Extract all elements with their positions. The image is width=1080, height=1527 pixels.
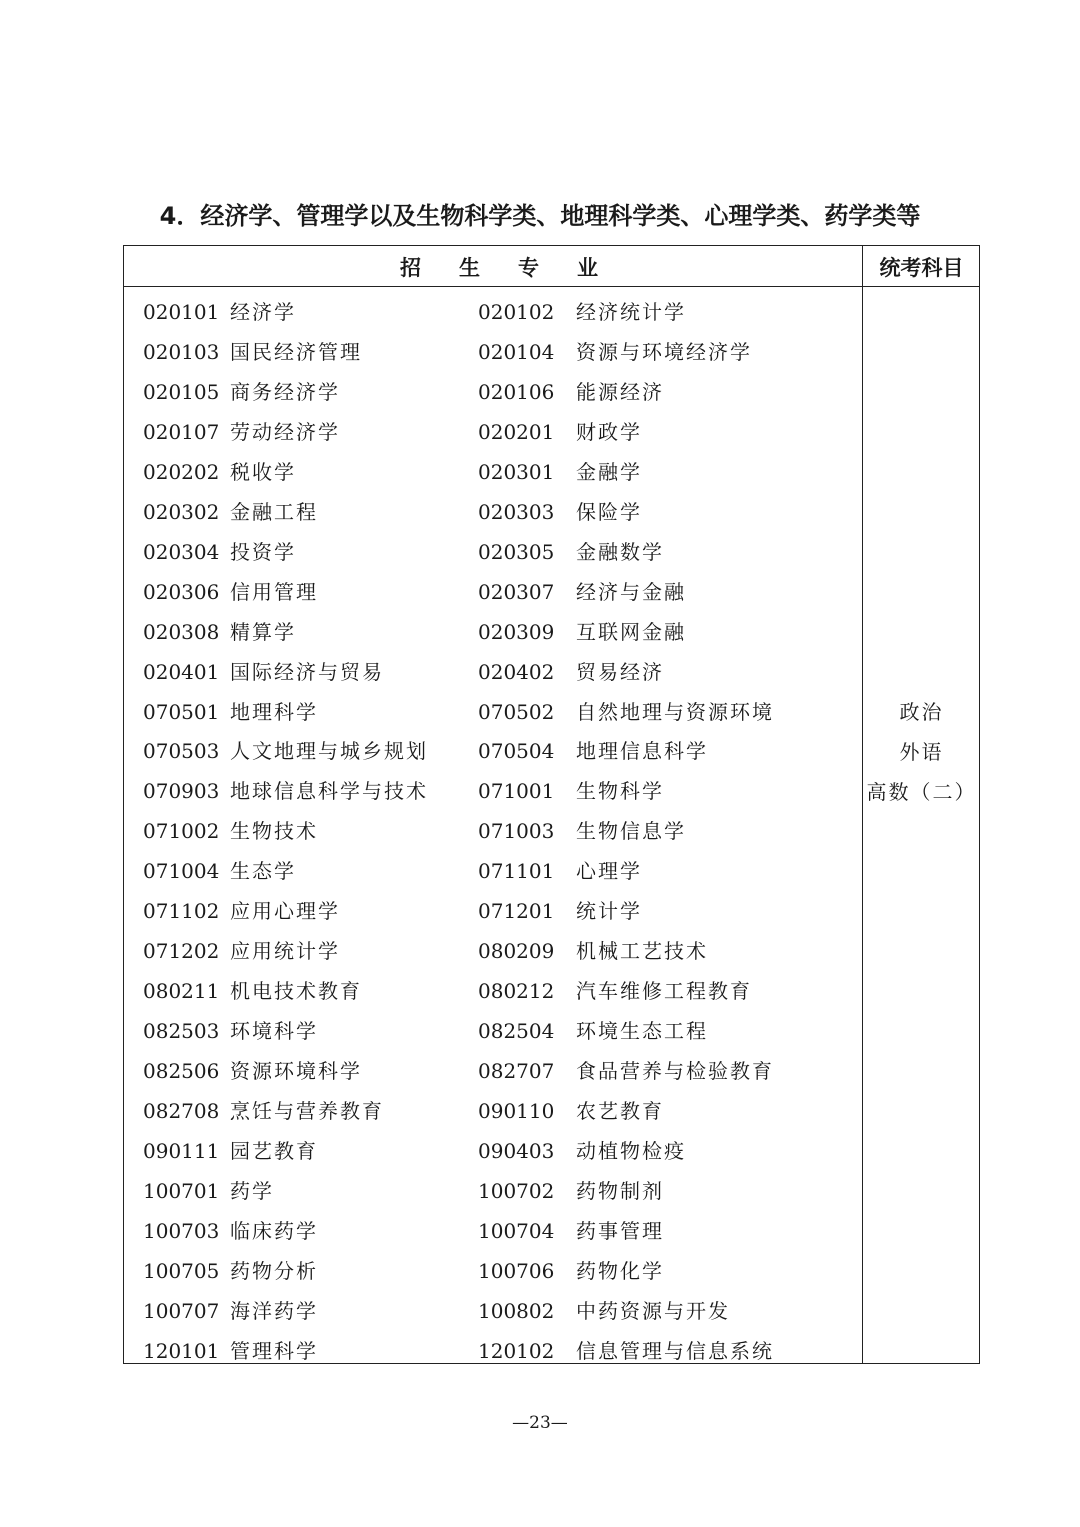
major-name: 烹饪与营养教育: [230, 1099, 384, 1124]
major-code: 090111: [143, 1139, 220, 1164]
major-code: 100707: [143, 1298, 220, 1323]
major-code: 020202: [143, 459, 220, 484]
major-name: 国民经济管理: [230, 339, 362, 364]
major-name: 环境生态工程: [576, 1019, 708, 1044]
major-name: 中药资源与开发: [576, 1298, 730, 1323]
major-name: 汽车维修工程教育: [576, 979, 752, 1004]
major-code: 020304: [143, 539, 220, 564]
major-code: 071001: [478, 779, 555, 804]
major-name: 生物技术: [230, 819, 318, 844]
major-code: 100704: [478, 1218, 555, 1243]
major-code: 020104: [478, 339, 555, 364]
major-code: 071002: [143, 819, 220, 844]
major-code: 100706: [478, 1258, 555, 1283]
major-code: 080211: [143, 979, 220, 1004]
major-name: 互联网金融: [576, 619, 686, 644]
major-name: 药物化学: [576, 1258, 664, 1283]
major-code: 020105: [143, 379, 220, 404]
major-code: 020307: [478, 579, 555, 604]
major-code: 082708: [143, 1099, 220, 1124]
major-code: 020301: [478, 459, 555, 484]
major-code: 020401: [143, 659, 220, 684]
major-name: 商务经济学: [230, 379, 340, 404]
major-code: 020201: [478, 419, 555, 444]
table-row: [124, 652, 862, 692]
major-code: 120102: [478, 1338, 555, 1363]
major-name: 信用管理: [230, 579, 318, 604]
major-name: 管理科学: [230, 1338, 318, 1363]
major-code: 070502: [478, 699, 555, 724]
major-code: 020106: [478, 379, 555, 404]
major-name: 精算学: [230, 619, 296, 644]
major-name: 临床药学: [230, 1218, 318, 1243]
major-name: 海洋药学: [230, 1298, 318, 1323]
table-row: [124, 1251, 862, 1291]
page-number: —23—: [512, 1413, 568, 1433]
table-row: [124, 572, 862, 612]
major-name: 机电技术教育: [230, 979, 362, 1004]
major-code: 020305: [478, 539, 555, 564]
major-code: 020402: [478, 659, 555, 684]
table-row: [124, 372, 862, 412]
major-name: 财政学: [576, 419, 642, 444]
table-row: [124, 1011, 862, 1051]
major-name: 药学: [230, 1178, 274, 1203]
table-row: [124, 452, 862, 492]
table-row: [124, 1211, 862, 1251]
major-code: 070903: [143, 779, 220, 804]
majors-table: [123, 245, 980, 1364]
major-code: 020303: [478, 499, 555, 524]
major-code: 020302: [143, 499, 220, 524]
major-code: 082503: [143, 1019, 220, 1044]
major-code: 020306: [143, 579, 220, 604]
table-row: [124, 532, 862, 572]
exam-subjects-cell: [863, 692, 980, 812]
major-code: 020107: [143, 419, 220, 444]
major-name: 应用统计学: [230, 939, 340, 964]
major-name: 金融学: [576, 459, 642, 484]
table-row: [124, 1291, 862, 1331]
major-code: 090110: [478, 1099, 555, 1124]
major-name: 地球信息科学与技术: [230, 779, 428, 804]
major-code: 100705: [143, 1258, 220, 1283]
major-code: 020103: [143, 339, 220, 364]
table-row: [124, 1171, 862, 1211]
major-name: 资源环境科学: [230, 1059, 362, 1084]
major-name: 动植物检疫: [576, 1139, 686, 1164]
table-row: [124, 971, 862, 1011]
major-name: 机械工艺技术: [576, 939, 708, 964]
table-row: [124, 292, 862, 332]
exam-subject: 高数（二）: [866, 780, 977, 804]
major-name: 经济与金融: [576, 579, 686, 604]
table-row: [124, 692, 862, 732]
major-name: 生物信息学: [576, 819, 686, 844]
major-name: 资源与环境经济学: [576, 339, 752, 364]
table-row: [124, 731, 862, 771]
major-code: 120101: [143, 1338, 220, 1363]
section-title: 4．经济学、管理学以及生物科学类、地理科学类、心理学类、药学类等: [159, 202, 921, 230]
major-name: 应用心理学: [230, 899, 340, 924]
major-name: 心理学: [576, 859, 642, 884]
major-name: 经济统计学: [576, 300, 686, 324]
table-row: [124, 891, 862, 931]
major-code: 071003: [478, 819, 555, 844]
major-name: 环境科学: [230, 1019, 318, 1044]
table-row: [124, 1331, 862, 1371]
major-code: 090403: [478, 1139, 555, 1164]
major-name: 投资学: [230, 539, 296, 564]
table-row: [124, 931, 862, 971]
major-name: 经济学: [230, 300, 296, 324]
major-name: 税收学: [230, 459, 296, 484]
major-name: 农艺教育: [576, 1099, 664, 1124]
major-name: 药事管理: [576, 1218, 664, 1243]
major-code: 070504: [478, 739, 555, 764]
major-name: 信息管理与信息系统: [576, 1338, 774, 1363]
major-code: 082707: [478, 1059, 555, 1084]
major-name: 保险学: [576, 499, 642, 524]
major-name: 金融数学: [576, 539, 664, 564]
majors-list: [124, 292, 862, 1371]
major-name: 劳动经济学: [230, 419, 340, 444]
major-code: 071202: [143, 939, 220, 964]
table-header-row: [124, 246, 979, 287]
major-name: 国际经济与贸易: [230, 659, 384, 684]
table-row: [124, 1091, 862, 1131]
major-code: 100701: [143, 1178, 220, 1203]
major-code: 071004: [143, 859, 220, 884]
table-row: [124, 811, 862, 851]
major-name: 园艺教育: [230, 1139, 318, 1164]
major-code: 020309: [478, 619, 555, 644]
header-exam-subjects: 统考科目: [879, 256, 964, 280]
major-name: 统计学: [576, 899, 642, 924]
table-row: [124, 612, 862, 652]
major-name: 金融工程: [230, 499, 318, 524]
major-name: 药物制剂: [576, 1178, 664, 1203]
exam-subject: 外语: [899, 740, 944, 764]
exam-subject: 政治: [899, 700, 944, 724]
major-code: 020308: [143, 619, 220, 644]
major-name: 药物分析: [230, 1258, 318, 1283]
table-row: [124, 1051, 862, 1091]
table-row: [124, 851, 862, 891]
major-name: 地理科学: [230, 699, 318, 724]
table-row: [124, 332, 862, 372]
major-name: 地理信息科学: [576, 739, 708, 764]
major-code: 080212: [478, 979, 555, 1004]
major-code: 070503: [143, 739, 220, 764]
major-code: 100802: [478, 1298, 555, 1323]
major-code: 071201: [478, 899, 555, 924]
major-code: 080209: [478, 939, 555, 964]
table-row: [124, 412, 862, 452]
major-name: 食品营养与检验教育: [576, 1059, 774, 1084]
major-code: 020101: [143, 300, 220, 324]
table-row: [124, 771, 862, 811]
major-name: 自然地理与资源环境: [576, 699, 774, 724]
major-name: 生物科学: [576, 779, 664, 804]
major-code: 100703: [143, 1218, 220, 1243]
major-code: 071102: [143, 899, 220, 924]
major-name: 生态学: [230, 859, 296, 884]
major-name: 贸易经济: [576, 659, 664, 684]
major-code: 071101: [478, 859, 555, 884]
table-row: [124, 492, 862, 532]
major-name: 人文地理与城乡规划: [230, 739, 428, 764]
table-row: [124, 1131, 862, 1171]
major-code: 082506: [143, 1059, 220, 1084]
header-enrollment-majors: 招生专业: [400, 256, 636, 280]
major-code: 082504: [478, 1019, 555, 1044]
major-code: 070501: [143, 699, 220, 724]
major-name: 能源经济: [576, 379, 664, 404]
major-code: 020102: [478, 300, 555, 324]
major-code: 100702: [478, 1178, 555, 1203]
